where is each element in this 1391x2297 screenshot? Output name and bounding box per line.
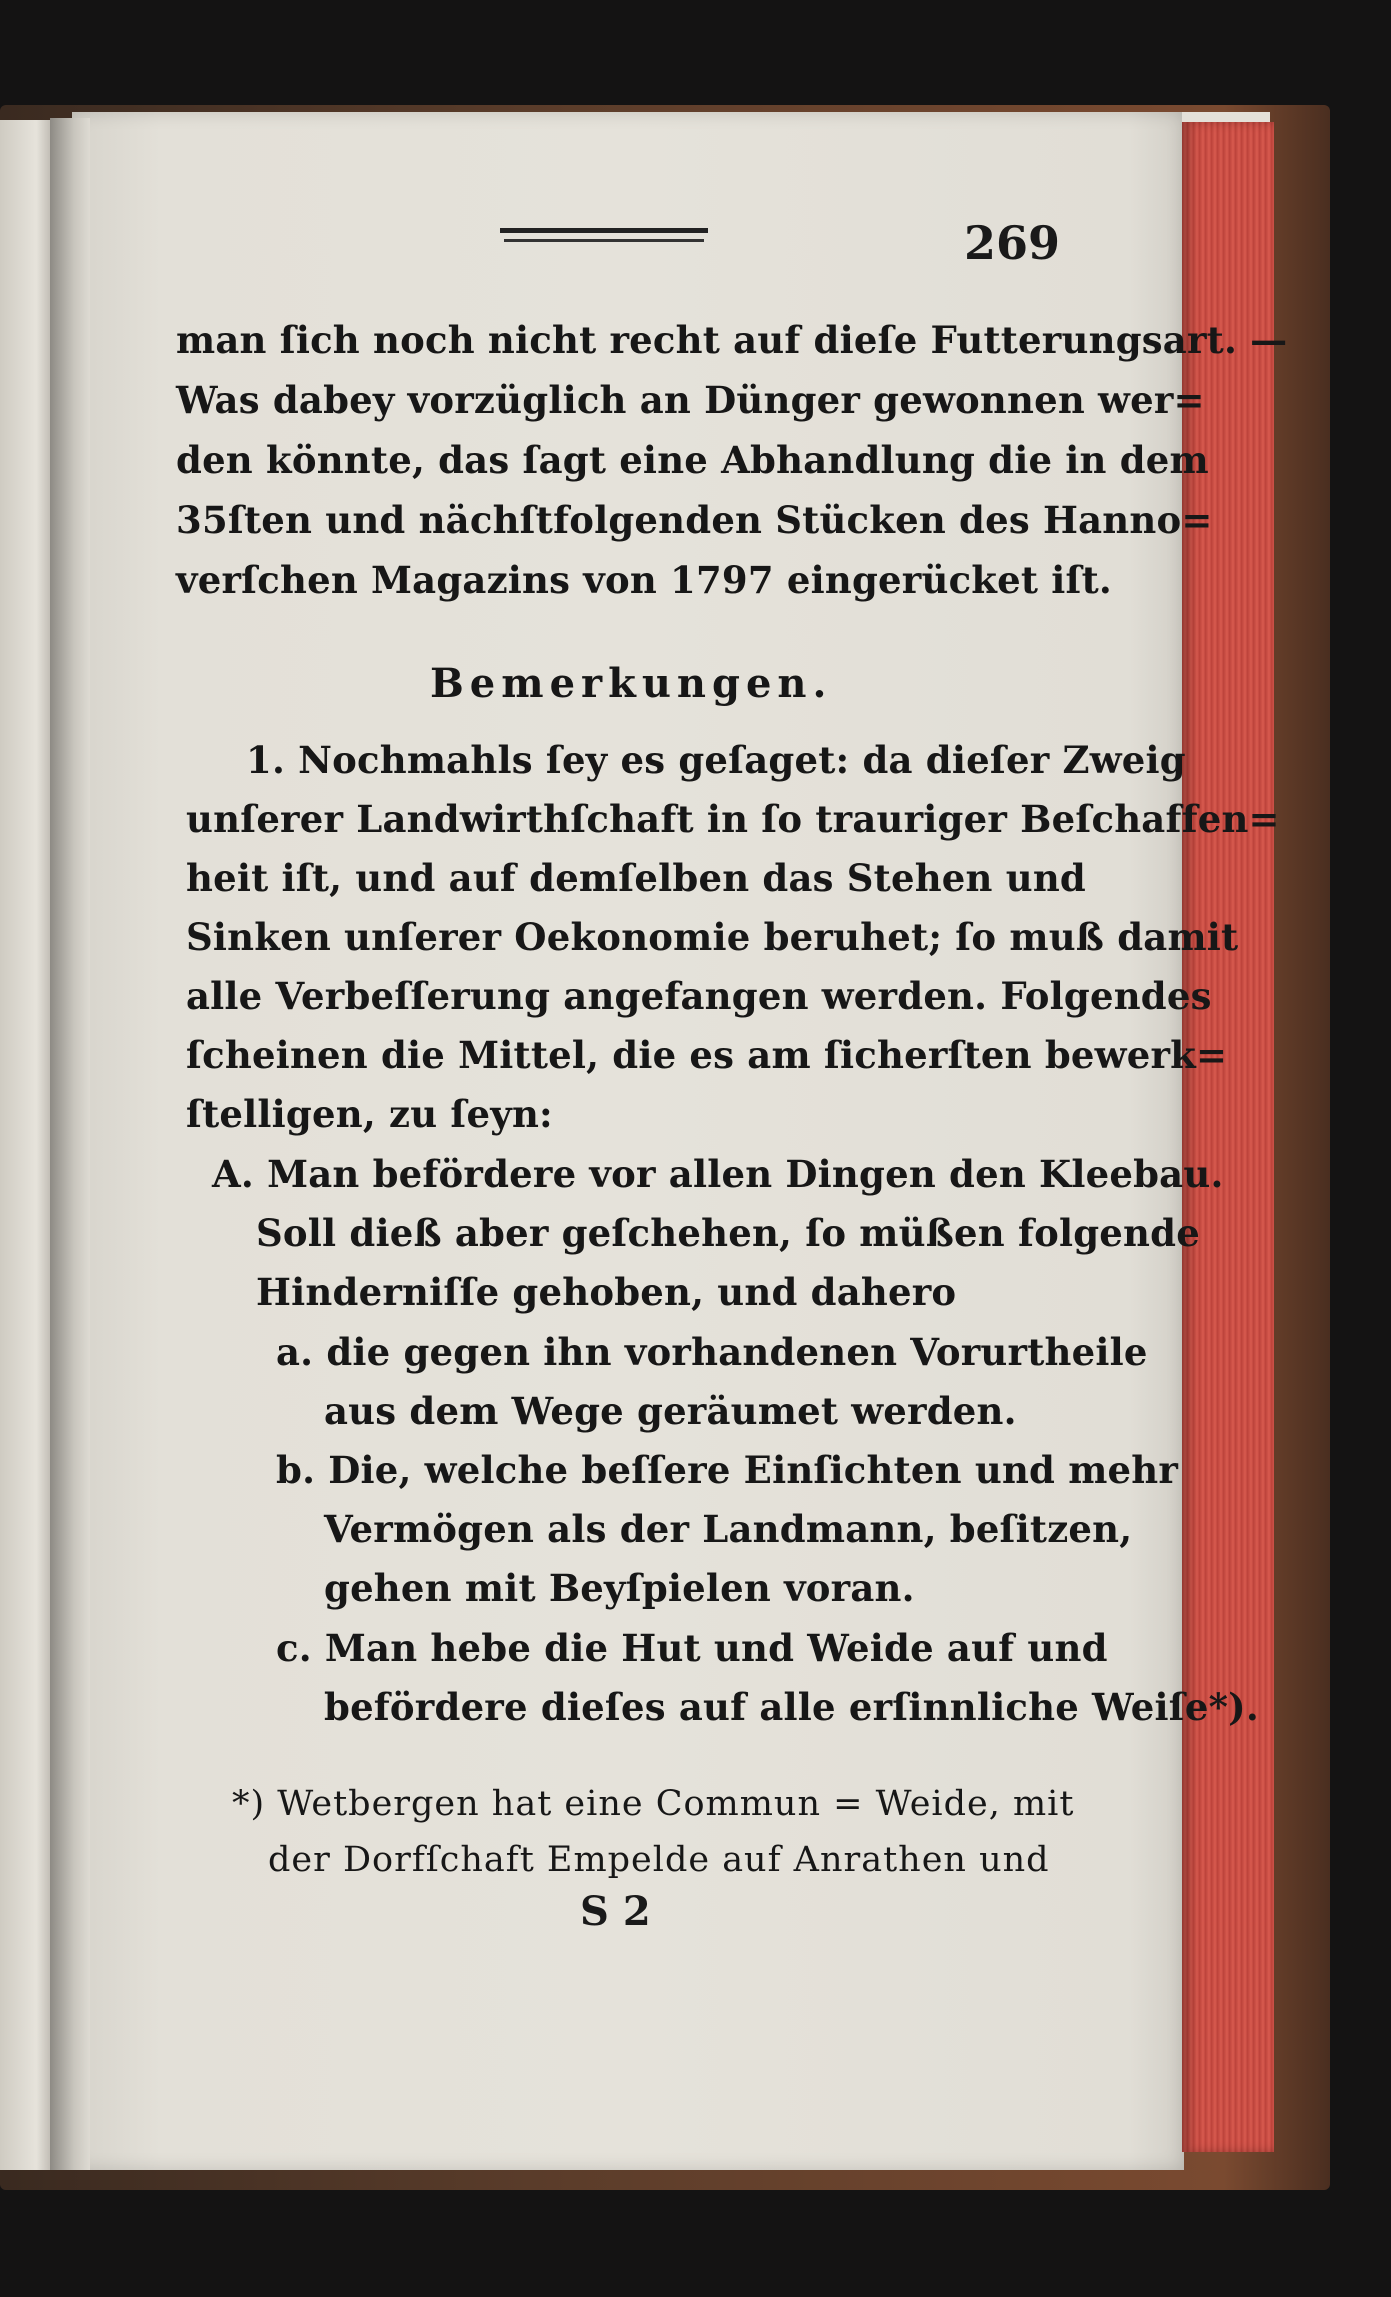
text-line: 35ſten und nächſtfolgenden Stücken des Hanno= (176, 498, 1213, 542)
footnote-line: der Dorfſchaft Empelde auf Anrathen und (268, 1840, 1050, 1880)
sub-item-a-line: a. die gegen ihn vorhandenen Vorurtheile (276, 1330, 1148, 1374)
text-line: den könnte, das ſagt eine Abhandlung die in dem (176, 438, 1209, 482)
item-a-line: Hinderniſſe gehoben, und dahero (256, 1270, 957, 1314)
remark-line: Sinken unſerer Oekonomie beruhet; ſo muß damit (186, 915, 1239, 959)
text-line: man ſich noch nicht recht auf dieſe Futterungsart. — (176, 318, 1288, 362)
footnote-line: *) Wetbergen hat eine Commun = Weide, mit (232, 1784, 1075, 1824)
remark-line: 1. Nochmahls ſey es geſaget: da dieſer Zweig (246, 738, 1186, 782)
sub-item-c-line: c. Man hebe die Hut und Weide auf und (276, 1626, 1108, 1670)
red-page-edges (1182, 122, 1274, 2152)
text-line: verſchen Magazins von 1797 eingerücket iſt. (176, 558, 1113, 602)
page-number: 269 (963, 216, 1060, 270)
remark-line: ſcheinen die Mittel, die es am ſicherſten bewerk= (186, 1033, 1228, 1077)
sub-item-a-line: aus dem Wege geräumet werden. (324, 1389, 1017, 1433)
sub-item-b-line: b. Die, welche beſſere Einſichten und mehr (276, 1448, 1179, 1492)
item-a-line: A. Man befördere vor allen Dingen den Kleebau. (212, 1152, 1224, 1196)
remark-line: ſtelligen, zu ſeyn: (186, 1092, 553, 1136)
remark-line: unſerer Landwirthſchaft in ſo trauriger Beſchaffen= (186, 797, 1280, 841)
remark-line: heit iſt, und auf demſelben das Stehen und (186, 856, 1086, 900)
remark-line: alle Verbeſſerung angefangen werden. Folgendes (186, 974, 1212, 1018)
signature-mark: S 2 (580, 1888, 651, 1935)
page-gutter (50, 118, 90, 2170)
left-page-edge (0, 120, 52, 2170)
header-rule (500, 228, 708, 246)
sub-item-b-line: gehen mit Beyſpielen voran. (324, 1566, 915, 1610)
sub-item-c-line: befördere dieſes auf alle erſinnliche Weiſe*). (324, 1685, 1259, 1729)
sub-item-b-line: Vermögen als der Landmann, beſitzen, (324, 1507, 1133, 1551)
item-a-line: Soll dieß aber geſchehen, ſo müßen folgende (256, 1211, 1200, 1255)
section-heading: Bemerkungen. (430, 660, 833, 707)
text-line: Was dabey vorzüglich an Dünger gewonnen wer= (176, 378, 1205, 422)
